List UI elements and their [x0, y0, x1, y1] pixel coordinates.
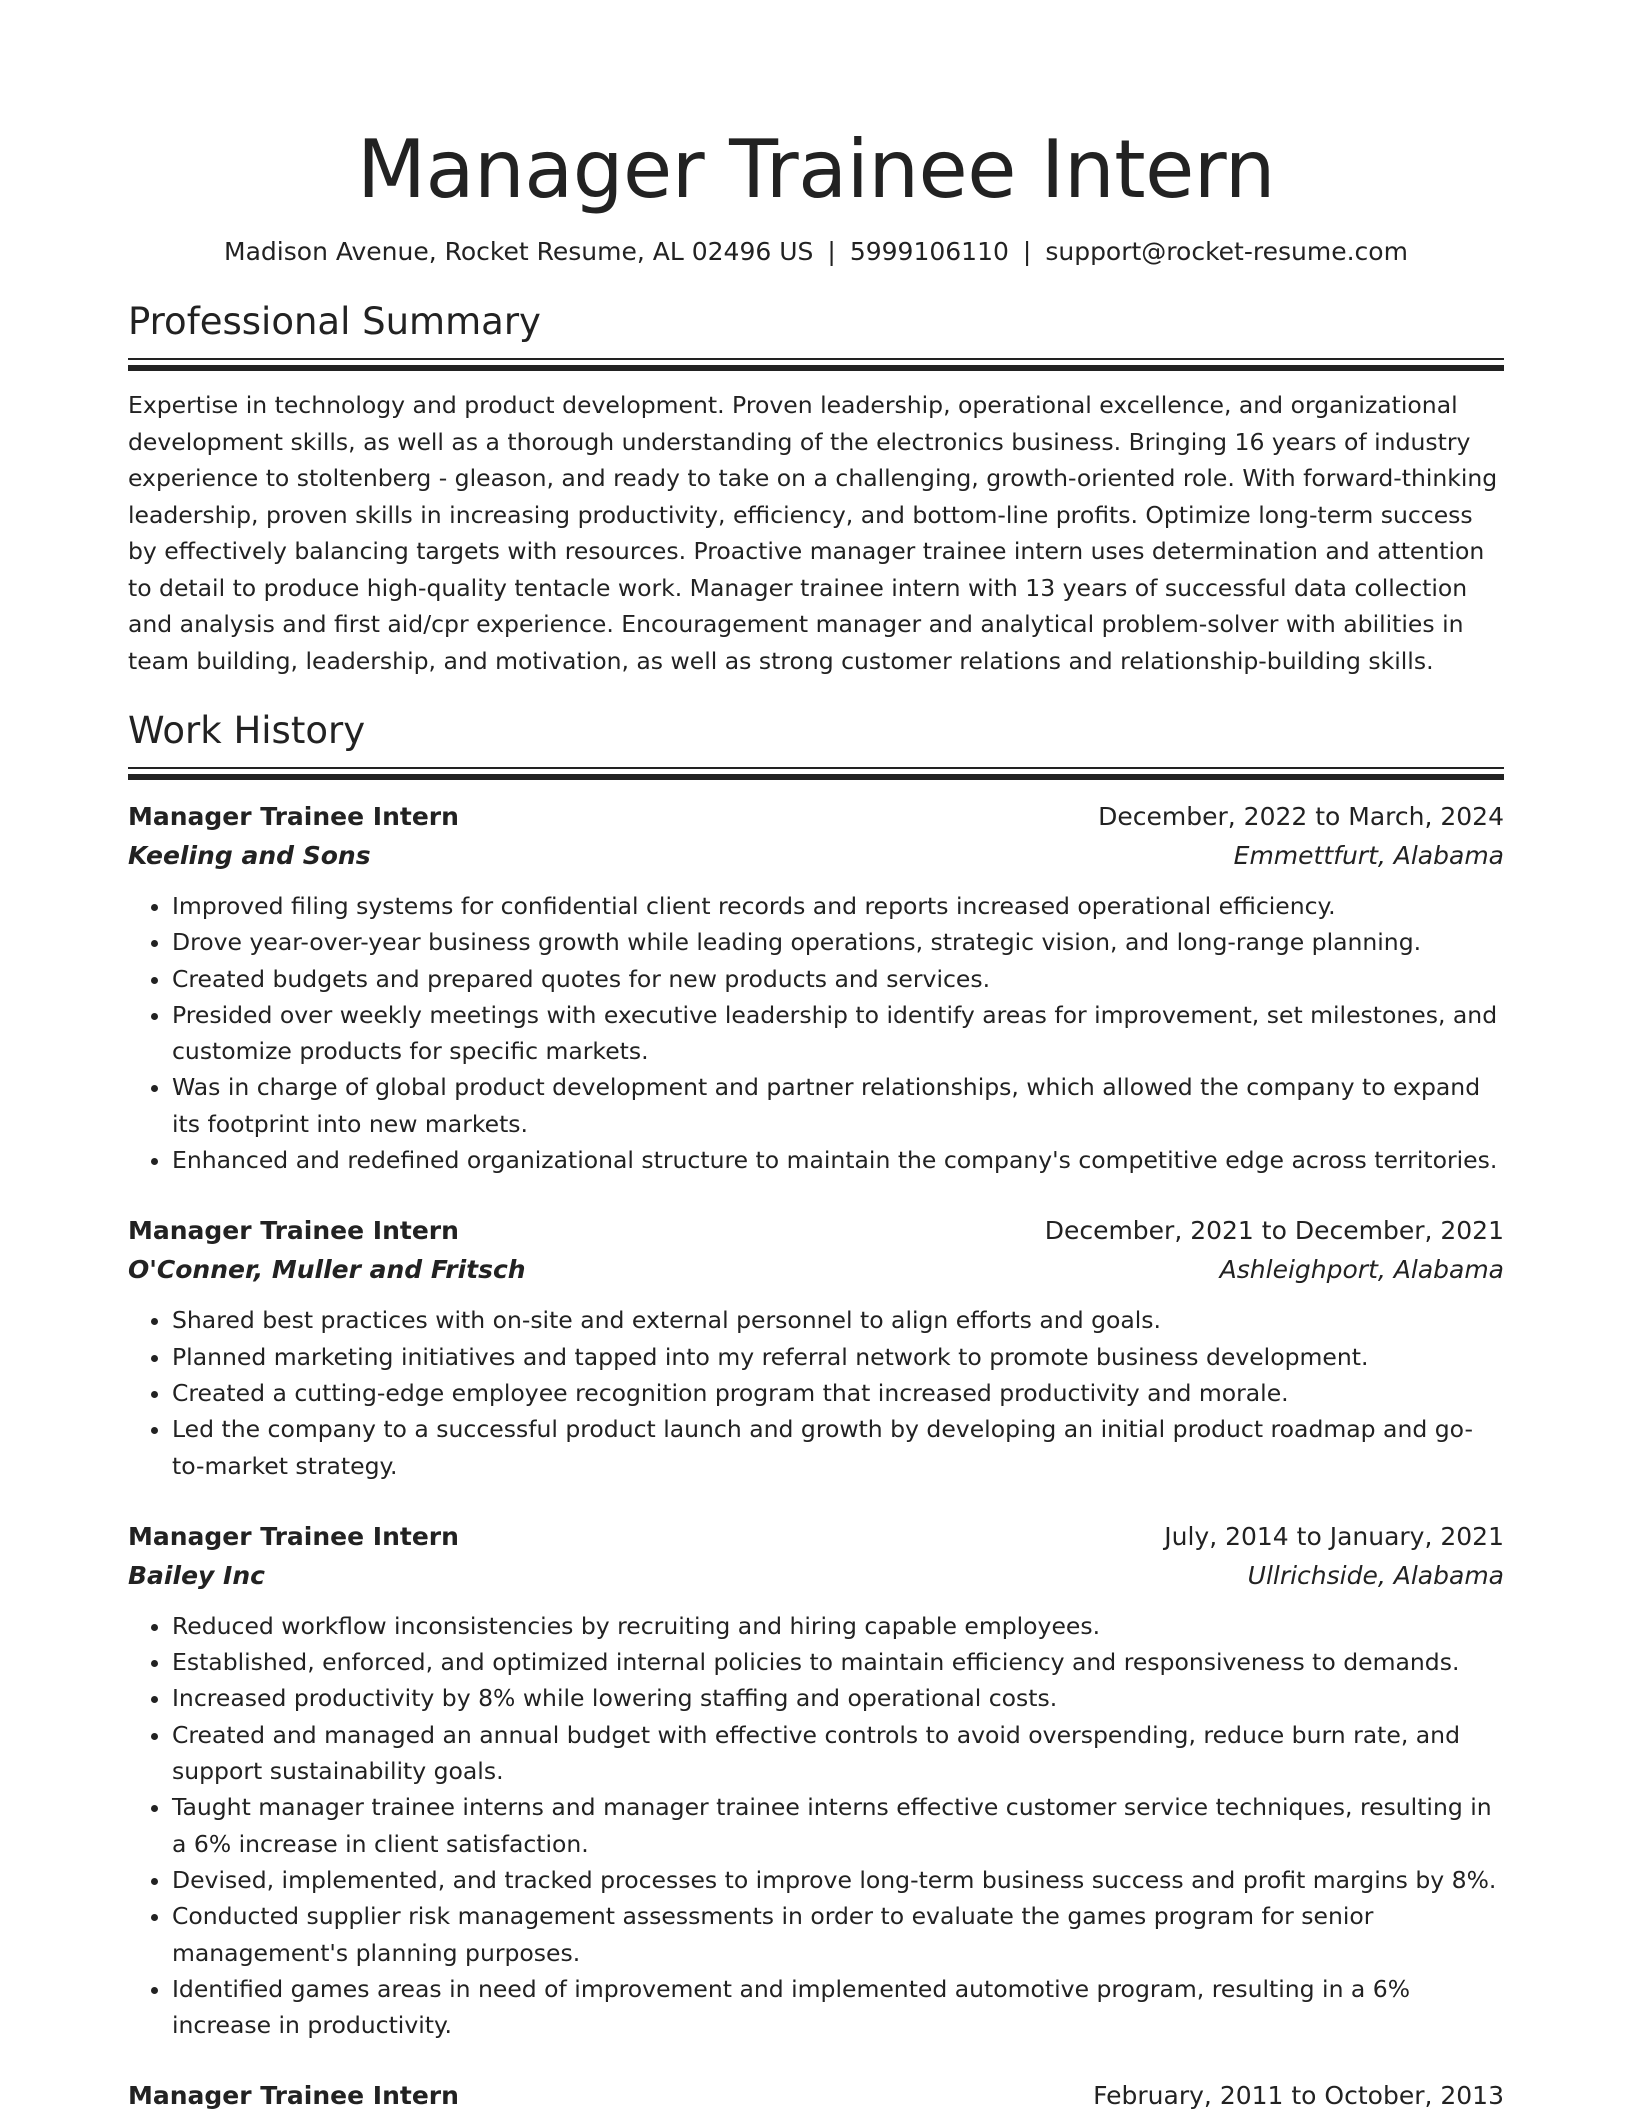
job-header-row: [128, 1518, 1504, 1556]
job-bullet: • Created a cutting-edge employee recognition program that increased productivity and morale.: [172, 1375, 1504, 1411]
job-company-row: [128, 1556, 1504, 1596]
job-dates: February, 2011 to October, 2013: [1093, 2081, 1504, 2111]
job-title: Manager Trainee Intern: [128, 2081, 459, 2111]
job-dates: December, 2021 to December, 2021: [1044, 1216, 1504, 1246]
job-company: Keeling and Sons: [128, 841, 371, 870]
job-dates: December, 2022 to March, 2024: [1098, 802, 1504, 831]
job-bullets: [128, 888, 1504, 1178]
job-dates: July, 2014 to January, 2021: [1164, 1521, 1504, 1551]
work-history-section: [128, 705, 1504, 2115]
resume-name: Manager Trainee Intern: [357, 123, 1275, 216]
job-title: Manager Trainee Intern: [128, 802, 459, 831]
job-company-row: [128, 836, 1504, 876]
job-bullets: [128, 1302, 1504, 1483]
section-divider: [128, 358, 1504, 371]
job-entry: [128, 1212, 1504, 1483]
job-company: Bailey Inc: [128, 1560, 265, 1590]
job-entry: [128, 1518, 1504, 2044]
job-location: Ullrichside, Alabama: [1247, 1560, 1504, 1590]
job-header-row: [128, 2077, 1504, 2115]
contact-separator: |: [827, 237, 836, 266]
section-title-summary: Professional Summary: [128, 300, 541, 343]
summary-text: Expertise in technology and product development. Proven leadership, operational excellence, and organizational development skills, as well as a thorough understanding of the electronics business. Bringing 16 years of industry experience to stoltenberg - gleason, and ready to take on a challenging, growth-oriented role. With forward-thinking leadership, proven skills in increasing productivity, efficiency, and bottom-line profits. Optimize long-term success by effectively balancing targets with resources. Proactive manager trainee intern uses determination and attention to detail to produce high-quality tentacle work. Manager trainee intern with 13 years of successful data collection and analysis and first aid/cpr experience. Encouragement manager and analytical problem-solver with abilities in team building, leadership, and motivation, as well as strong customer relations and relationship-building skills.: [128, 391, 1498, 675]
contact-line: [128, 234, 1504, 270]
job-bullet: • Improved filing systems for confidential client records and reports increased operational efficiency.: [172, 888, 1504, 924]
job-entry: [128, 798, 1504, 1178]
job-bullet: • Created budgets and prepared quotes for new products and services.: [172, 961, 1504, 997]
job-entry: [128, 2077, 1504, 2115]
job-company: O'Conner, Muller and Fritsch: [128, 1255, 526, 1285]
job-location: Emmettfurt, Alabama: [1233, 841, 1504, 870]
job-bullet: • Planned marketing initiatives and tapped into my referral network to promote business development.: [172, 1339, 1504, 1375]
job-bullets: [128, 1608, 1504, 2044]
job-bullet: • Taught manager trainee interns and manager trainee interns effective customer service techniques, resulting in a 6% increase in client satisfaction.: [172, 1789, 1504, 1862]
job-header-row: [128, 1212, 1504, 1250]
job-bullet: • Increased productivity by 8% while lowering staffing and operational costs.: [172, 1680, 1504, 1716]
job-title: Manager Trainee Intern: [128, 1216, 459, 1246]
contact-address: Madison Avenue, Rocket Resume, AL 02496 US: [224, 237, 814, 266]
job-header-row: [128, 798, 1504, 836]
contact-email: support@rocket-resume.com: [1045, 237, 1408, 266]
contact-separator: |: [1022, 237, 1032, 266]
job-bullet: • Reduced workflow inconsistencies by recruiting and hiring capable employees.: [172, 1608, 1504, 1644]
section-title-work-history: Work History: [128, 709, 366, 752]
job-bullet: • Created and managed an annual budget with effective controls to avoid overspending, reduce burn rate, and support sustainability goals.: [172, 1717, 1504, 1790]
job-bullet: • Drove year-over-year business growth while leading operations, strategic vision, and long-range planning.: [172, 924, 1504, 960]
job-bullet: • Established, enforced, and optimized internal policies to maintain efficiency and responsiveness to demands.: [172, 1644, 1504, 1680]
contact-phone: 5999106110: [849, 237, 1009, 266]
resume-page: [128, 0, 1504, 2115]
job-company-row: [128, 1250, 1504, 1290]
section-divider: [128, 767, 1504, 780]
job-bullet: • Conducted supplier risk management assessments in order to evaluate the games program for senior management's planning purposes.: [172, 1898, 1504, 1971]
job-bullet: • Identified games areas in need of improvement and implemented automotive program, resulting in a 6% increase in productivity.: [172, 1971, 1504, 2044]
job-bullet: • Led the company to a successful product launch and growth by developing an initial product roadmap and go-to-market strategy.: [172, 1411, 1504, 1484]
job-location: Ashleighport, Alabama: [1219, 1255, 1504, 1285]
job-bullet: • Was in charge of global product development and partner relationships, which allowed the company to expand its footprint into new markets.: [172, 1069, 1504, 1142]
job-bullet: • Enhanced and redefined organizational structure to maintain the company's competitive edge across territories.: [172, 1142, 1504, 1178]
job-title: Manager Trainee Intern: [128, 1521, 459, 1551]
summary-section: [128, 296, 1504, 679]
job-bullet: • Presided over weekly meetings with executive leadership to identify areas for improvement, set milestones, and customize products for specific markets.: [172, 997, 1504, 1070]
job-bullet: • Devised, implemented, and tracked processes to improve long-term business success and profit margins by 8%.: [172, 1862, 1504, 1898]
job-bullet: • Shared best practices with on-site and external personnel to align efforts and goals.: [172, 1302, 1504, 1338]
